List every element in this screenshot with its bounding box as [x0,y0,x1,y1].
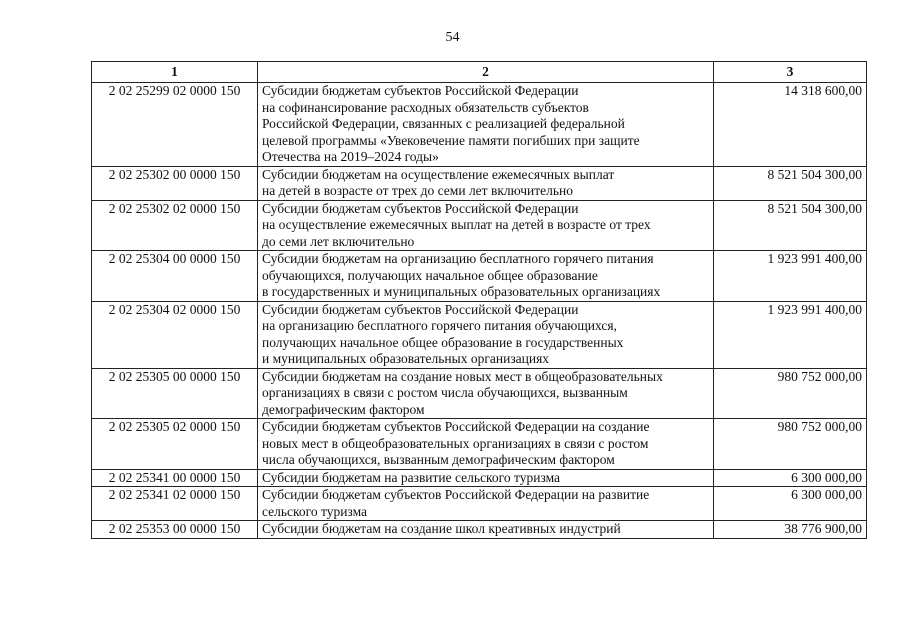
row-description: Субсидии бюджетам субъектов Российской Федерации на организацию бесплатного горячего питания обучающихся, получающих начальное общее образование в государственных и муниципальных образовательных организациях [258,301,714,368]
table-header-row [92,62,867,83]
row-code: 2 02 25341 02 0000 150 [92,487,258,521]
page-number: 54 [445,30,460,45]
table-row [92,301,867,368]
column-header-description: 2 [258,62,714,83]
row-description: Субсидии бюджетам на создание школ креативных индустрий [258,521,714,539]
row-amount: 1 923 991 400,00 [714,251,867,302]
row-description: Субсидии бюджетам на организацию бесплатного горячего питания обучающихся, получающих начальное общее образование в государственных и муниципальных образовательных организациях [258,251,714,302]
table-row [92,368,867,419]
row-code: 2 02 25302 02 0000 150 [92,200,258,251]
row-amount: 14 318 600,00 [714,83,867,167]
row-description: Субсидии бюджетам субъектов Российской Федерации на создание новых мест в общеобразовательных организациях в связи с ростом числа обучающихся, вызванным демографическим фактором [258,419,714,470]
table-row [92,83,867,167]
row-code: 2 02 25304 02 0000 150 [92,301,258,368]
table-row [92,166,867,200]
column-header-amount: 3 [714,62,867,83]
row-code: 2 02 25305 00 0000 150 [92,368,258,419]
row-amount: 980 752 000,00 [714,368,867,419]
table-row [92,487,867,521]
table-row [92,200,867,251]
row-amount: 980 752 000,00 [714,419,867,470]
row-code: 2 02 25304 00 0000 150 [92,251,258,302]
row-description: Субсидии бюджетам на осуществление ежемесячных выплат на детей в возрасте от трех до семи лет включительно [258,166,714,200]
row-code: 2 02 25305 02 0000 150 [92,419,258,470]
column-header-code: 1 [92,62,258,83]
row-description: Субсидии бюджетам субъектов Российской Федерации на осуществление ежемесячных выплат на детей в возрасте от трех до семи лет включительно [258,200,714,251]
table-row [92,419,867,470]
row-description: Субсидии бюджетам на создание новых мест в общеобразовательных организациях в связи с ростом числа обучающихся, вызванным демографическим фактором [258,368,714,419]
row-amount: 38 776 900,00 [714,521,867,539]
row-description: Субсидии бюджетам на развитие сельского туризма [258,469,714,487]
row-code: 2 02 25299 02 0000 150 [92,83,258,167]
budget-table [91,61,867,539]
row-code: 2 02 25302 00 0000 150 [92,166,258,200]
table-row [92,251,867,302]
table-row [92,469,867,487]
row-amount: 8 521 504 300,00 [714,166,867,200]
row-code: 2 02 25353 00 0000 150 [92,521,258,539]
table-row [92,521,867,539]
row-description: Субсидии бюджетам субъектов Российской Федерации на развитие сельского туризма [258,487,714,521]
row-amount: 6 300 000,00 [714,469,867,487]
row-description: Субсидии бюджетам субъектов Российской Федерации на софинансирование расходных обязательств субъектов Российской Федерации, связанных с реализацией федеральной целевой программы «Увековечение памяти погибших при защите Отечества на 2019–2024 годы» [258,83,714,167]
row-amount: 1 923 991 400,00 [714,301,867,368]
row-amount: 8 521 504 300,00 [714,200,867,251]
row-code: 2 02 25341 00 0000 150 [92,469,258,487]
row-amount: 6 300 000,00 [714,487,867,521]
